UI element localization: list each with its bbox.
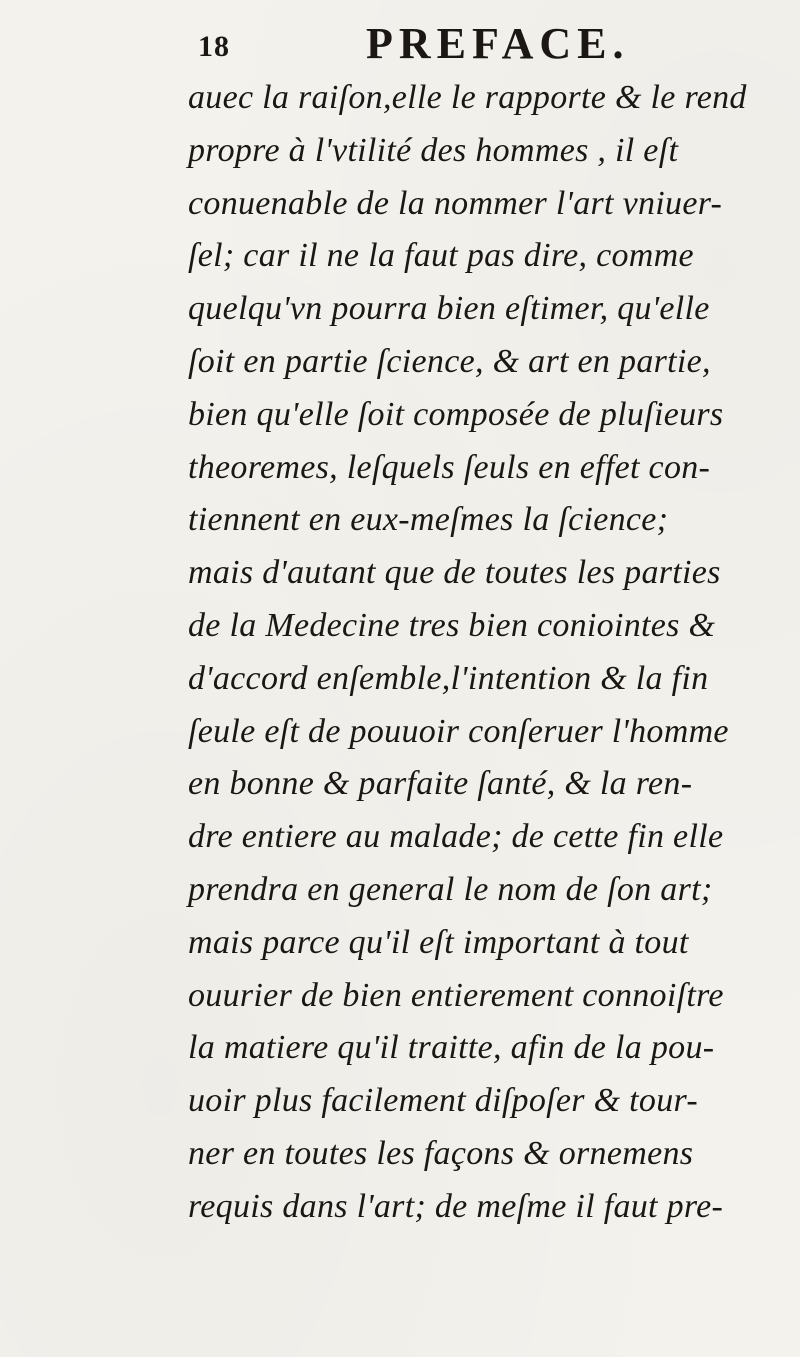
text-line: bien qu'elle ſoit composée de pluſieurs	[188, 395, 724, 433]
body-text	[188, 72, 788, 1234]
text-line: mais d'autant que de toutes les parties	[188, 554, 721, 592]
text-line: theoremes, leſquels ſeuls en effet con-	[188, 448, 711, 486]
page-header	[198, 18, 758, 68]
text-line: ſeule eſt de pouuoir conſeruer l'homme	[188, 712, 729, 750]
running-head: PREFACE.	[366, 19, 630, 68]
text-line: prendra en general le nom de ſon art;	[188, 870, 713, 908]
text-line: dre entiere au malade; de cette fin elle	[188, 818, 724, 856]
text-line: ſoit en partie ſcience, & art en partie,	[188, 342, 711, 380]
text-line: conuenable de la nommer l'art vniuer-	[188, 184, 723, 222]
text-line: requis dans l'art; de meſme il faut pre-	[188, 1187, 724, 1225]
text-line: propre à l'vtilité des hommes , il eſt	[188, 131, 679, 169]
text-line: uoir plus facilement diſpoſer & tour-	[188, 1082, 698, 1120]
text-line: ouurier de bien entierement connoiſtre	[188, 976, 724, 1014]
text-line: d'accord enſemble,l'intention & la fin	[188, 659, 709, 697]
text-line: quelqu'vn pourra bien eſtimer, qu'elle	[188, 290, 710, 328]
text-line: de la Medecine tres bien coniointes &	[188, 606, 716, 644]
text-line: tiennent en eux-meſmes la ſcience;	[188, 501, 669, 539]
text-line: ner en toutes les façons & ornemens	[188, 1134, 694, 1172]
text-line: auec la raiſon,elle le rapporte & le rend	[188, 79, 747, 116]
text-line: mais parce qu'il eſt important à tout	[188, 923, 689, 961]
page-number: 18	[198, 30, 230, 63]
text-line: la matiere qu'il traitte, afin de la pou-	[188, 1029, 715, 1067]
text-line: ſel; car il ne la faut pas dire, comme	[188, 237, 694, 275]
text-line: en bonne & parfaite ſanté, & la ren-	[188, 765, 693, 803]
